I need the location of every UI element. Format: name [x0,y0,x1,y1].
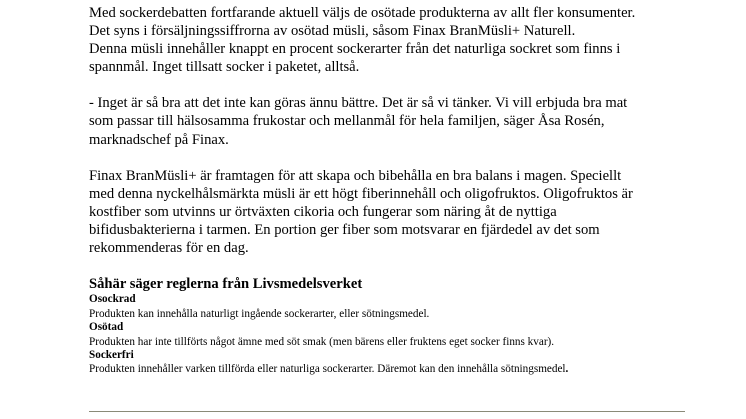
text-line: med denna nyckelhålsmärkta müsli är ett högt fiberinnehåll och oligofruktos. Oligofruktos är [89,185,633,202]
text-line: Det syns i försäljningssiffrorna av osötad müsli, såsom Finax BranMüsli+ Naturell. [89,23,576,40]
paragraph-spacer [89,257,689,275]
rules-heading: Såhär säger reglerna från Livsmedelsverket [89,276,363,293]
paragraph-spacer [89,76,689,94]
term-osockrad: Osockrad [89,293,136,306]
text-line: bifidusbakterierna i tarmen. En portion ger fiber som motsvarar en fjärdedel av det som [89,221,600,238]
definition-osotad: Produkten har inte tillförts något ämne med söt smak (men bärens eller fruktens eget socker finns kvar). [89,335,555,348]
text-line: - Inget är så bra att det inte kan göras ännu bättre. Det är så vi tänker. Vi vill erbjuda bra mat [89,95,628,112]
paragraph-product [89,167,689,257]
document-body [89,4,689,377]
term-osotad: Osötad [89,320,124,333]
text-line: rekommenderas för en dag. [89,240,249,257]
definition-osockrad: Produkten kan innehålla naturligt ingående sockerarter, eller sötningsmedel. [89,307,430,320]
text-line: Finax BranMüsli+ är framtagen för att skapa och bibehålla en bra balans i magen. Speciellt [89,167,622,184]
text-line: spannmål. Inget tillsatt socker i paketet, alltså. [89,59,360,76]
definition-sockerfri-text: Produkten innehåller varken tillförda eller naturliga sockerarter. Däremot kan den innehålla sötningsmedel [89,363,566,376]
text-line: kostfiber som utvinns ur örtväxten cikoria och fungerar som näring åt de nyttiga [89,203,557,220]
term-sockerfri: Sockerfri [89,348,134,361]
paragraph-spacer [89,149,689,167]
paragraph-intro [89,4,689,76]
definition-sockerfri-period: . [565,363,569,376]
text-line: Denna müsli innehåller knappt en procent sockerarter från det naturliga sockret som finns i [89,41,621,58]
text-line: Med sockerdebatten fortfarande aktuell väljs de osötade produkterna av allt fler konsumenter. [89,5,636,21]
definition-sockerfri [89,362,689,376]
text-line: marknadschef på Finax. [89,131,229,148]
text-line: som passar till hälsosamma frukostar och mellanmål för hela familjen, säger Åsa Rosén, [89,113,605,130]
rules-list [89,293,689,376]
footer-divider [89,411,685,412]
paragraph-quote [89,94,689,148]
